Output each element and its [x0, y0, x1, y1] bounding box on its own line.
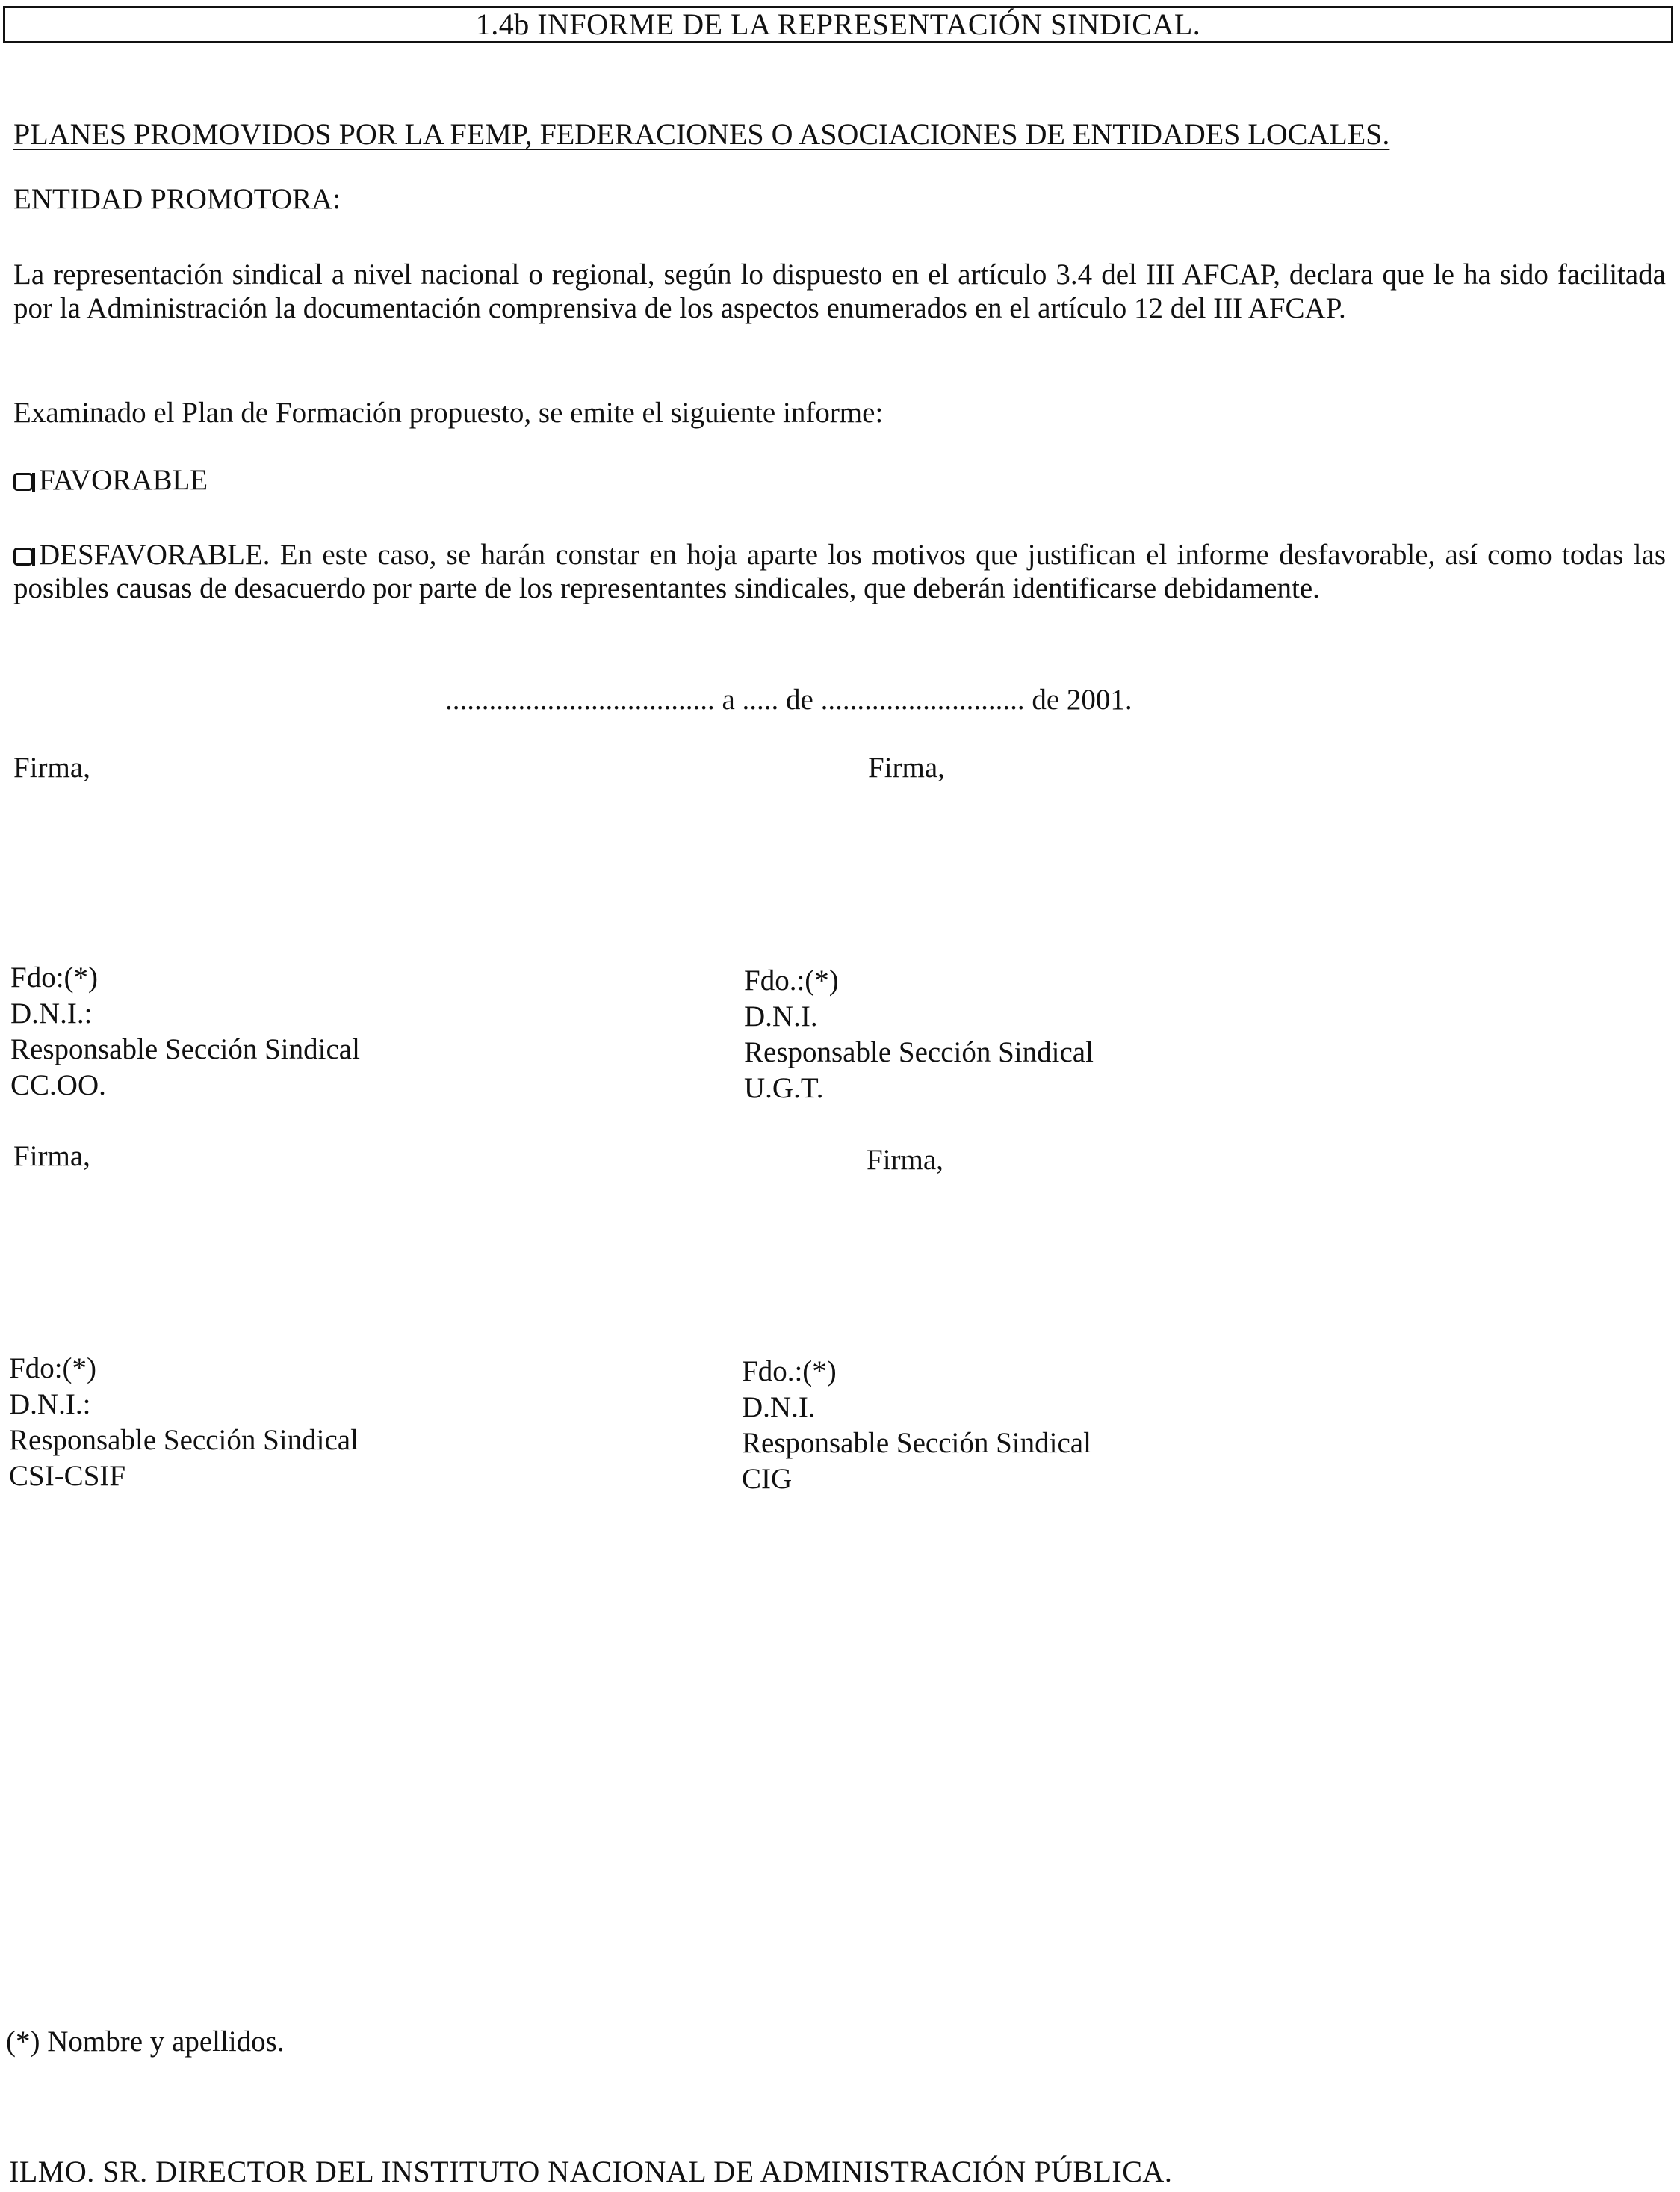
union-label: CIG: [742, 1463, 793, 1495]
footnote: (*) Nombre y apellidos.: [6, 2025, 285, 2058]
role-label: Responsable Sección Sindical: [9, 1424, 359, 1456]
desfavorable-label: DESFAVORABLE. En este caso, se harán constar en hoja aparte los motivos que justifican el informe desfavorable, así como todas las posibles causas de desacuerdo por parte de los representantes sindicales, que deberán identificarse debidamente.: [13, 539, 1666, 604]
role-label: Responsable Sección Sindical: [744, 1036, 1094, 1068]
signature-block-cig: [742, 1354, 1091, 1497]
option-favorable[interactable]: [13, 463, 208, 498]
dni-label: D.N.I.: [744, 1000, 818, 1032]
role-label: Responsable Sección Sindical: [742, 1427, 1091, 1459]
checkbox-icon[interactable]: [13, 548, 33, 566]
addressee: ILMO. SR. DIRECTOR DEL INSTITUTO NACIONAL DE ADMINISTRACIÓN PÚBLICA.: [9, 2155, 1173, 2188]
dni-label: D.N.I.:: [9, 1388, 91, 1420]
signature-block-ugt: [744, 963, 1094, 1106]
declaration-paragraph: La representación sindical a nivel nacional o regional, según lo dispuesto en el artículo 3.4 del III AFCAP, declara que le ha sido facilitada por la Administración la documentación comprensiva de los aspectos enumerados en el artículo 12 del III AFCAP.: [13, 258, 1666, 324]
form-title: 1.4b INFORME DE LA REPRESENTACIÓN SINDICAL.: [3, 6, 1673, 43]
firma-label: Firma,: [13, 752, 90, 784]
firma-label: Firma,: [13, 1140, 90, 1172]
fdo-label: Fdo:(*): [10, 962, 98, 994]
union-label: CSI-CSIF: [9, 1460, 126, 1492]
signature-block-csi-csif: [9, 1351, 359, 1494]
entity-label: ENTIDAD PROMOTORA:: [13, 183, 341, 215]
union-label: U.G.T.: [744, 1072, 824, 1104]
fdo-label: Fdo.:(*): [744, 965, 839, 997]
section-heading: PLANES PROMOVIDOS POR LA FEMP, FEDERACIONES O ASOCIACIONES DE ENTIDADES LOCALES.: [13, 117, 1390, 151]
signature-block-ccoo: [10, 960, 360, 1103]
favorable-label: FAVORABLE: [39, 464, 208, 496]
checkbox-icon[interactable]: [13, 473, 33, 491]
dni-label: D.N.I.: [742, 1391, 816, 1423]
union-label: CC.OO.: [10, 1069, 106, 1101]
dni-label: D.N.I.:: [10, 997, 93, 1030]
firma-label: Firma,: [867, 1144, 943, 1176]
fdo-label: Fdo.:(*): [742, 1355, 837, 1387]
fdo-label: Fdo:(*): [9, 1352, 96, 1384]
option-desfavorable[interactable]: [13, 538, 1666, 605]
firma-label: Firma,: [868, 752, 945, 784]
examined-text: Examinado el Plan de Formación propuesto, se emite el siguiente informe:: [13, 397, 884, 429]
date-line: ..................................... a ..... de ............................ de 2001.: [445, 684, 1132, 716]
role-label: Responsable Sección Sindical: [10, 1033, 360, 1065]
